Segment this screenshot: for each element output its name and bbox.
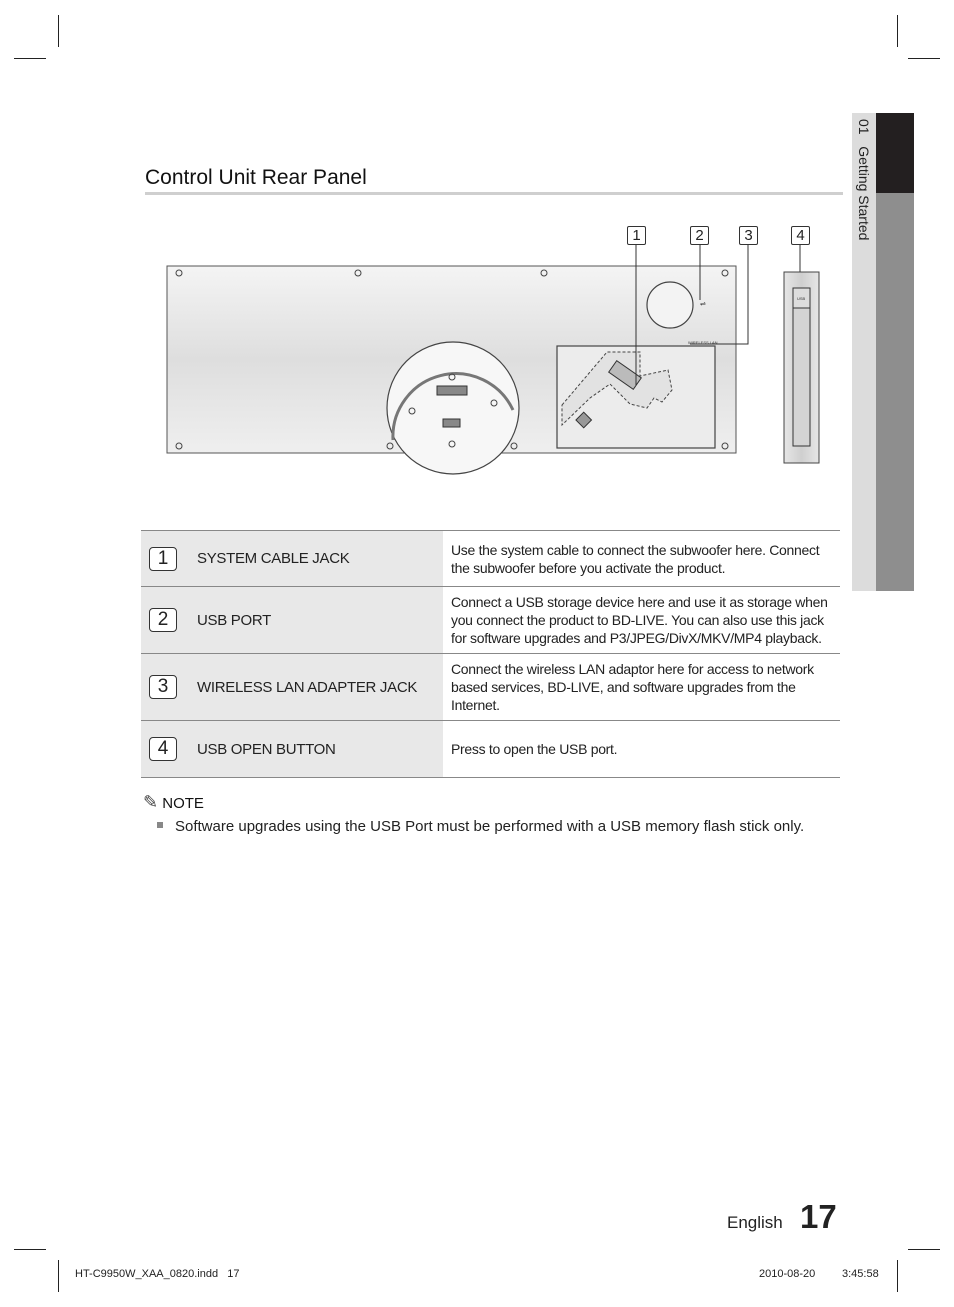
svg-text:WIRELESS LAN: WIRELESS LAN xyxy=(688,340,718,345)
section-title: Control Unit Rear Panel xyxy=(145,166,367,189)
svg-text:USB: USB xyxy=(797,296,806,301)
note-item-text: Software upgrades using the USB Port must be performed with a USB memory flash stick only. xyxy=(175,818,805,835)
row-label: USB OPEN BUTTON xyxy=(197,721,443,778)
note-heading xyxy=(143,792,204,813)
row-description: Connect a USB storage device here and use it as storage when you connect the product to BD-LIVE. You can also use this jack for software upgrades and P3/JPEG/DivX/MKV/MP4 playback. xyxy=(443,587,840,654)
side-tab-number: 01 xyxy=(856,119,872,135)
crop-mark xyxy=(908,1249,940,1250)
callout-1: 1 xyxy=(627,226,646,245)
crop-mark xyxy=(58,1260,59,1292)
title-rule xyxy=(145,192,843,195)
row-label: SYSTEM CABLE JACK xyxy=(197,531,443,587)
slug-time: 3:45:58 xyxy=(842,1268,879,1280)
rear-panel-table xyxy=(141,530,840,778)
crop-mark xyxy=(14,58,46,59)
page-number: 17 xyxy=(800,1198,837,1235)
row-description: Press to open the USB port. xyxy=(443,721,840,778)
row-number-badge: 3 xyxy=(149,675,177,699)
vent-hole xyxy=(647,282,693,328)
crop-mark xyxy=(908,58,940,59)
table-row xyxy=(141,587,840,654)
bullet-square-icon xyxy=(157,822,163,828)
row-number-badge: 1 xyxy=(149,547,177,571)
row-number-badge: 4 xyxy=(149,737,177,761)
row-description: Connect the wireless LAN adaptor here for access to network based services, BD-LIVE, and software upgrades from the Internet. xyxy=(443,654,840,721)
row-number-badge: 2 xyxy=(149,608,177,632)
row-description: Use the system cable to connect the subwoofer here. Connect the subwoofer before you activate the product. xyxy=(443,531,840,587)
note-heading-text: NOTE xyxy=(162,795,204,812)
table-row xyxy=(141,654,840,721)
note-item xyxy=(157,818,804,835)
round-plate xyxy=(387,342,519,474)
crop-mark xyxy=(14,1249,46,1250)
slug-date: 2010-08-20 xyxy=(759,1268,816,1280)
row-label: USB PORT xyxy=(197,587,443,654)
rear-panel-diagram xyxy=(160,220,830,480)
crop-mark xyxy=(897,1260,898,1292)
row-label: WIRELESS LAN ADAPTER JACK xyxy=(197,654,443,721)
callout-4: 4 xyxy=(791,226,810,245)
callout-3: 3 xyxy=(739,226,758,245)
table-row xyxy=(141,531,840,587)
side-tab-dark-block xyxy=(876,113,914,193)
pencil-icon: ✎ xyxy=(143,792,159,812)
table-row xyxy=(141,721,840,778)
usb-symbol: ⇌ xyxy=(700,301,706,308)
slug-file: HT-C9950W_XAA_0820.indd 17 xyxy=(75,1268,240,1280)
crop-mark xyxy=(897,15,898,47)
callout-2: 2 xyxy=(690,226,709,245)
system-cable-jack xyxy=(437,386,467,395)
footer-language: English xyxy=(727,1213,783,1232)
side-tab-text xyxy=(852,113,876,591)
side-tab-grey-block xyxy=(876,193,914,591)
side-tab-label: Getting Started xyxy=(856,146,872,241)
crop-mark xyxy=(58,15,59,47)
